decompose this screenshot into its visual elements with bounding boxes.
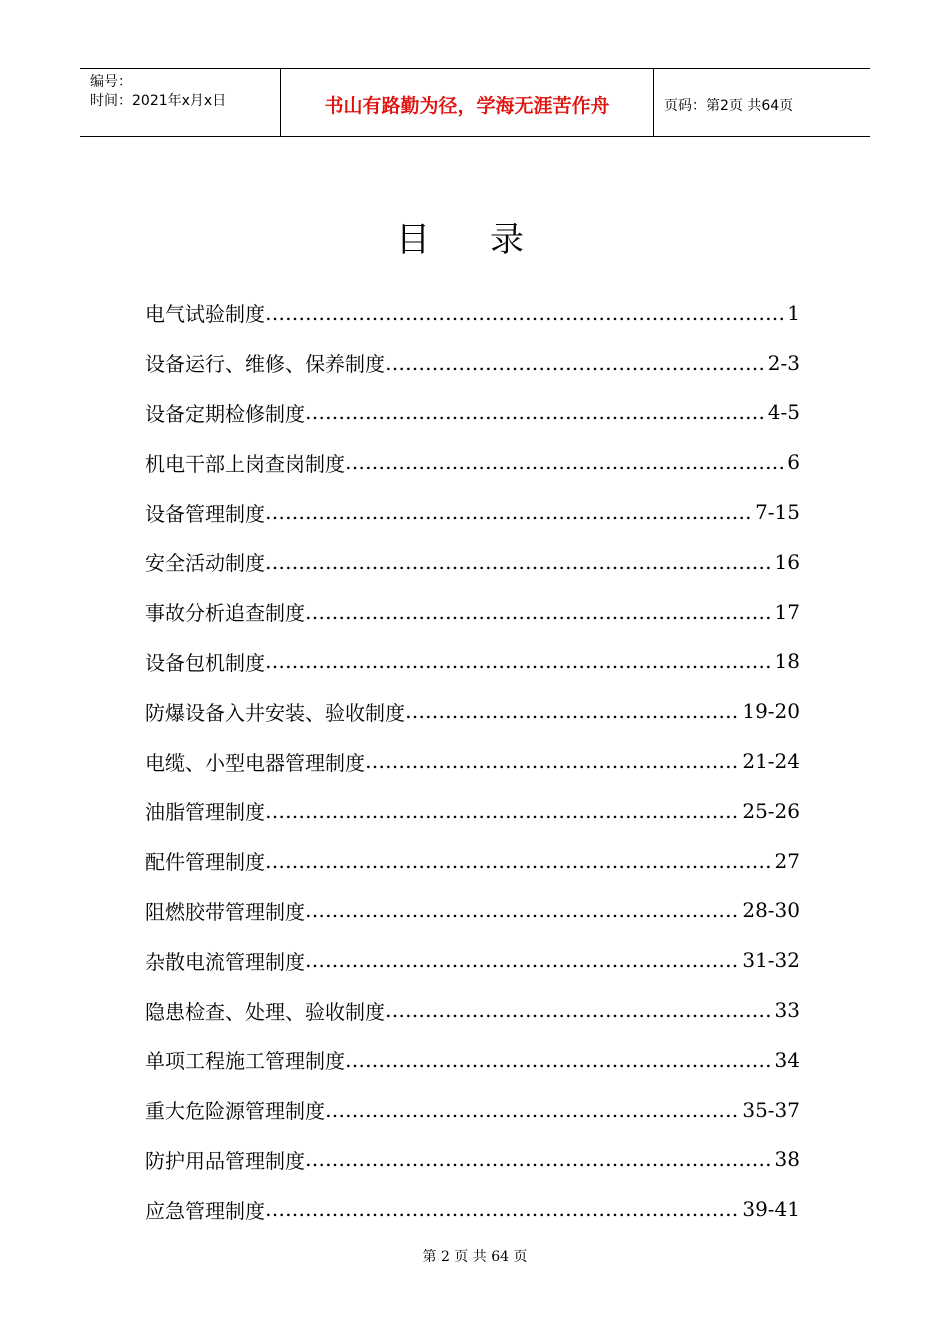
toc-entry-page: 39-41 [742, 1197, 800, 1222]
toc-leader-dots [345, 450, 785, 474]
toc-leader-dots [405, 699, 740, 723]
toc-entry-label: 隐患检查、处理、验收制度 [145, 999, 385, 1024]
toc-entry[interactable] [145, 686, 800, 736]
toc-leader-dots [265, 550, 773, 574]
toc-entry-label: 机电干部上岗查岗制度 [145, 451, 345, 476]
toc-leader-dots [265, 1197, 740, 1221]
toc-entry-label: 防爆设备入井安装、验收制度 [145, 700, 405, 725]
header-motto: 书山有路勤为径，学海无涯苦作舟 [281, 69, 654, 136]
toc-entry-page: 38 [774, 1147, 800, 1172]
toc-entry[interactable] [145, 437, 800, 487]
toc-entry[interactable] [145, 1184, 800, 1234]
toc-entry-page: 7-15 [755, 500, 800, 525]
toc-leader-dots [265, 799, 740, 823]
toc-entry-page: 33 [774, 998, 800, 1023]
toc-entry-page: 4-5 [767, 400, 800, 425]
toc-entry-label: 设备管理制度 [145, 501, 265, 526]
number-label: 编号： [90, 74, 132, 90]
toc-entry-page: 27 [774, 848, 800, 873]
toc-leader-dots [305, 898, 740, 922]
document-header [80, 68, 870, 137]
toc-entry-label: 油脂管理制度 [145, 800, 265, 825]
toc-leader-dots [265, 301, 785, 325]
toc-entry-page: 25-26 [742, 798, 800, 823]
toc-entry-label: 重大危险源管理制度 [145, 1099, 325, 1124]
toc-entry[interactable] [145, 1135, 800, 1185]
toc-entry-page: 1 [787, 300, 800, 325]
toc-entry[interactable] [145, 288, 800, 338]
toc-entry[interactable] [145, 1035, 800, 1085]
toc-entry-label: 防护用品管理制度 [145, 1148, 305, 1173]
toc-leader-dots [325, 1098, 740, 1122]
toc-entry-page: 35-37 [742, 1097, 800, 1122]
table-of-contents [145, 288, 800, 1234]
toc-entry-page: 6 [787, 450, 800, 475]
toc-leader-dots [385, 351, 766, 375]
toc-entry-page: 28-30 [742, 898, 800, 923]
toc-leader-dots [385, 998, 773, 1022]
date-label: 时间：2021年x月x日 [90, 93, 227, 109]
toc-entry-label: 单项工程施工管理制度 [145, 1049, 345, 1074]
toc-entry-label: 配件管理制度 [145, 850, 265, 875]
toc-entry-page: 21-24 [742, 749, 800, 774]
toc-entry-page: 16 [774, 549, 800, 574]
page-footer: 第 2 页 共 64 页 [422, 1249, 528, 1265]
header-meta [80, 69, 281, 136]
toc-entry-label: 应急管理制度 [145, 1198, 265, 1223]
toc-entry-label: 设备运行、维修、保养制度 [145, 352, 385, 377]
toc-leader-dots [305, 400, 766, 424]
toc-entry[interactable] [145, 388, 800, 438]
toc-entry-label: 设备包机制度 [145, 650, 265, 675]
toc-leader-dots [265, 649, 773, 673]
toc-entry-page: 34 [774, 1047, 800, 1072]
toc-entry[interactable] [145, 587, 800, 637]
toc-entry[interactable] [145, 786, 800, 836]
toc-leader-dots [265, 849, 773, 873]
toc-entry[interactable] [145, 985, 800, 1035]
toc-entry-page: 31-32 [742, 948, 800, 973]
toc-entry-label: 安全活动制度 [145, 551, 265, 576]
toc-entry[interactable] [145, 537, 800, 587]
toc-entry[interactable] [145, 836, 800, 886]
toc-leader-dots [345, 1048, 773, 1072]
toc-entry[interactable] [145, 736, 800, 786]
toc-entry[interactable] [145, 1085, 800, 1135]
toc-entry-label: 电缆、小型电器管理制度 [145, 750, 365, 775]
toc-leader-dots [305, 600, 773, 624]
toc-leader-dots [365, 749, 740, 773]
toc-entry-label: 事故分析追查制度 [145, 601, 305, 626]
toc-leader-dots [305, 1147, 773, 1171]
toc-entry-page: 19-20 [742, 699, 800, 724]
toc-entry-label: 电气试验制度 [145, 302, 265, 327]
toc-entry[interactable] [145, 487, 800, 537]
toc-entry[interactable] [145, 886, 800, 936]
page-title: 目录 [396, 220, 584, 260]
toc-leader-dots [305, 948, 740, 972]
toc-entry-label: 阻燃胶带管理制度 [145, 899, 305, 924]
toc-entry-label: 设备定期检修制度 [145, 401, 305, 426]
header-page-info: 页码：第2页 共64页 [664, 97, 794, 114]
toc-entry-label: 杂散电流管理制度 [145, 949, 305, 974]
toc-entry-page: 17 [774, 599, 800, 624]
toc-entry-page: 2-3 [767, 350, 800, 375]
toc-entry-page: 18 [774, 649, 800, 674]
toc-entry[interactable] [145, 935, 800, 985]
toc-entry[interactable] [145, 338, 800, 388]
toc-leader-dots [265, 500, 753, 524]
toc-entry[interactable] [145, 637, 800, 687]
